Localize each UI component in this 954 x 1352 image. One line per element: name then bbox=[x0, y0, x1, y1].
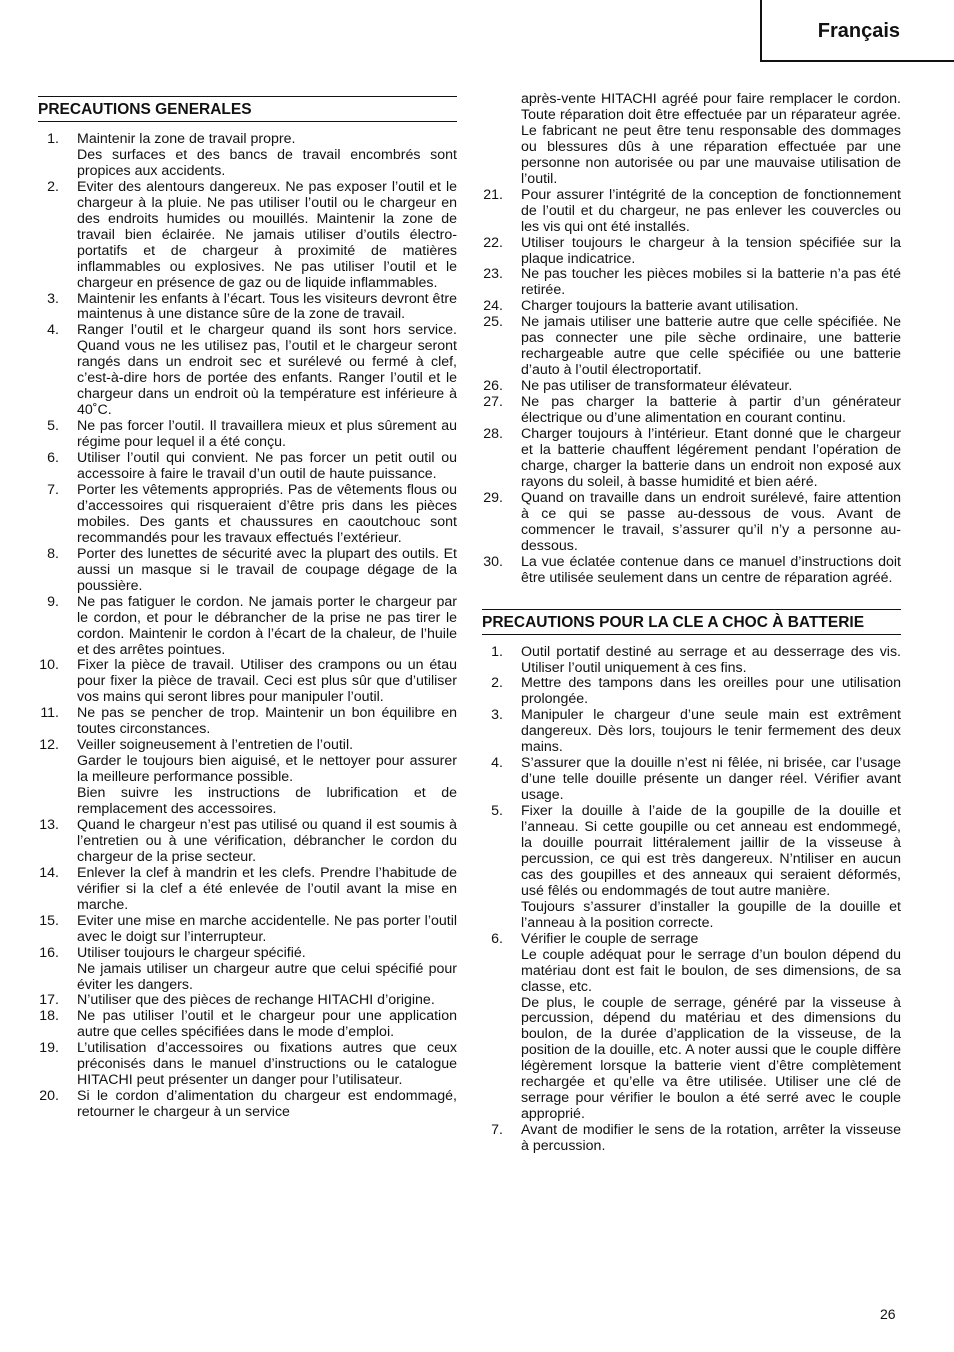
item-text: Toujours s’assurer d’installer la goupille de la douille et l’anneau à la position correcte. bbox=[521, 898, 901, 931]
list-item bbox=[482, 676, 901, 708]
item-text: Garder le toujours bien aiguisé, et le nettoyer pour assurer la meilleure performance possible. bbox=[77, 753, 457, 786]
language-label: Français bbox=[817, 20, 900, 42]
list-item bbox=[482, 315, 901, 379]
item-number: 11. bbox=[40, 705, 59, 722]
item-text: Veiller soigneusement à l’entretien de l’outil. bbox=[77, 737, 354, 754]
item-text: Ne pas charger la batterie à partir d’un générateur électrique ou d’une alimentation en courant continu. bbox=[521, 394, 901, 427]
item-text: Pour assurer l’intégrité de la conception de fonctionnement de l’outil et du chargeur, ne pas enlever les couvercles ou les vis qui ont été installés. bbox=[521, 186, 901, 235]
item-number: 28. bbox=[483, 426, 503, 443]
list-item bbox=[38, 946, 457, 994]
item-number: 4. bbox=[47, 322, 59, 339]
item-text: Des surfaces et des bancs de travail encombrés sont propices aux accidents. bbox=[77, 146, 457, 179]
item-number: 20. bbox=[39, 1088, 59, 1105]
list-item bbox=[38, 180, 457, 292]
item-number: 6. bbox=[47, 450, 59, 467]
item-text: Ne pas fatiguer le cordon. Ne jamais porter le chargeur par le cordon, et pour le débrancher de la prise ne pas tirer le cordon. Maintenir le cordon à l’écart de la chaleur, de l’huile et des arrêtes pointues. bbox=[77, 593, 457, 658]
item-text: Avant de modifier le sens de la rotation, arrêter la visseuse à percussion. bbox=[521, 1122, 901, 1155]
right-column bbox=[482, 92, 901, 1155]
item-number: 15. bbox=[39, 912, 59, 929]
list-item bbox=[482, 267, 901, 299]
item-number: 3. bbox=[47, 290, 59, 307]
left-column bbox=[38, 96, 457, 1121]
item-number: 2. bbox=[47, 178, 59, 195]
item-text: La vue éclatée contenue dans ce manuel d’instructions doit être utilisée seulement dans un centre de réparation agréé. bbox=[521, 553, 901, 586]
item-number: 13. bbox=[39, 816, 59, 833]
item-number: 17. bbox=[39, 992, 59, 1009]
item-text: Eviter des alentours dangereux. Ne pas exposer l’outil et le chargeur à la pluie. Ne pas utiliser l’outil ou le chargeur en des endroits humides ou mouillés. Maintenir la zone de travail bien éclairée. Ne jamais utiliser d’outils électro-portatifs et de chargeur à proximité de matières inflammables ou explosives. Ne pas utiliser l’outil et le chargeur en présence de gaz ou de liquide inflammables. bbox=[77, 178, 457, 291]
item-number: 5. bbox=[47, 418, 59, 435]
list-item bbox=[38, 818, 457, 866]
list-item bbox=[482, 756, 901, 804]
item-text: Eviter une mise en marche accidentelle. Ne pas porter l’outil avec le doigt sur l’interrupteur. bbox=[77, 912, 457, 945]
list-item bbox=[38, 658, 457, 706]
item-text: Ne pas utiliser de transformateur élévateur. bbox=[521, 378, 793, 395]
item-text: Quand le chargeur n’est pas utilisé ou quand il est soumis à l’entretien ou à une vérification, débrancher le cordon du chargeur de la prise secteur. bbox=[77, 816, 457, 865]
list-item bbox=[38, 595, 457, 659]
list-item bbox=[38, 1009, 457, 1041]
item-text: L’utilisation d’accessoires ou fixations autres que ceux préconisés dans le manuel d’instructions ou le catalogue HITACHI peut présenter un danger pour l’utilisateur. bbox=[77, 1040, 457, 1089]
item-text: Charger toujours à l’intérieur. Etant donné que le chargeur et la batterie chauffent légérement pendant l’opération de charge, charger la batterie dans un endroit non exposé aux rayons du soleil, à basse humidité et bien aéré. bbox=[521, 426, 901, 490]
list-item bbox=[482, 395, 901, 427]
item-number: 1. bbox=[47, 131, 59, 147]
item-text: Ne pas utiliser l’outil et le chargeur pour une application autre que celles spécifiées dans le mode d’emploi. bbox=[77, 1008, 457, 1041]
item-number: 26. bbox=[483, 378, 503, 395]
item-number: 22. bbox=[483, 234, 503, 251]
item-number: 2. bbox=[491, 675, 503, 692]
precautions-list-general-continued bbox=[482, 188, 901, 587]
item-number: 14. bbox=[39, 864, 59, 881]
list-item bbox=[38, 451, 457, 483]
item-text: Fixer la pièce de travail. Utiliser des crampons ou un étau pour fixer la pièce de travail. Ceci est plus sûr que d’utiliser vos mains qui seront libres pour manipuler l’outil. bbox=[77, 657, 457, 706]
page-number: 26 bbox=[880, 1306, 896, 1322]
list-item bbox=[38, 323, 457, 419]
list-item bbox=[482, 645, 901, 677]
precautions-list-impact-wrench bbox=[482, 645, 901, 1156]
list-item bbox=[38, 866, 457, 914]
item-number: 6. bbox=[491, 930, 503, 947]
item-number: 4. bbox=[491, 755, 503, 772]
item-number: 12. bbox=[39, 737, 59, 754]
item-number: 29. bbox=[483, 489, 503, 506]
item-number: 23. bbox=[483, 266, 503, 283]
list-item bbox=[482, 188, 901, 236]
item-text: Vérifier le couple de serrage bbox=[521, 930, 699, 947]
item-number: 24. bbox=[483, 298, 503, 315]
section-heading-impact-wrench: PRECAUTIONS POUR LA CLE A CHOC À BATTERIE bbox=[482, 609, 901, 635]
precautions-list-general bbox=[38, 132, 457, 1121]
item-text: Bien suivre les instructions de lubrification et de remplacement des accessoires. bbox=[77, 785, 457, 818]
item-text: Fixer la douille à l’aide de la goupille de la douille et l’anneau. Si cette goupille ou cet anneau est endommegé, la douille pourrait littéralement jaillir de la visseuse à percussion, ce qui est très dangereux. N’ntiliser en aucun cas des goupilles et des anneaux qui seraient déformés, usé fêlés ou endommagés de tout autre manière. bbox=[521, 803, 901, 899]
item-number: 3. bbox=[491, 707, 503, 724]
item-text: N’utiliser que des pièces de rechange HITACHI d’origine. bbox=[77, 992, 435, 1009]
item-text: Ranger l’outil et le chargeur quand ils sont hors service. Quand vous ne les utilisez pas, l’outil et le chargeur seront rangés dans un endroit sec et surélevé ou fermé à clef, c’est-à-dire hors de portée des enfants. Ranger l’outil et le chargeur dans un endroit où la température est inférieure à 40˚C. bbox=[77, 322, 457, 419]
item-text: Utiliser toujours le chargeur spécifié. bbox=[77, 944, 306, 961]
list-item bbox=[482, 708, 901, 756]
item-text: Ne pas toucher les pièces mobiles si la batterie n’a pas été retirée. bbox=[521, 266, 901, 299]
item-number: 16. bbox=[39, 944, 59, 961]
item-text: De plus, le couple de serrage, généré par la visseuse à percussion, dépend du matériau et des dimensions du boulon, de la durée d’application de la visseuse, de la position de la douille, etc. A noter aussi que le couple diffère légèrement lorsque la batterie vient d’être complètement rechargée et qu’elle va être utilisée. Utiliser une clé de serrage pour vérifier le boulon a été serré avec le couple approprié. bbox=[521, 994, 901, 1123]
list-item bbox=[38, 292, 457, 324]
list-item bbox=[38, 706, 457, 738]
item-text: Utiliser l’outil qui convient. Ne pas forcer un petit outil ou accessoire à faire le travail d’un outil de haute puissance. bbox=[77, 450, 457, 483]
list-item bbox=[38, 1089, 457, 1121]
list-item bbox=[38, 547, 457, 595]
item-number: 7. bbox=[491, 1122, 503, 1139]
item-text: Enlever la clef à mandrin et les clefs. Prendre l’habitude de vérifier si la clef a été enlevée de l’outil avant la mise en marche. bbox=[77, 864, 457, 913]
list-item bbox=[482, 491, 901, 555]
list-item bbox=[38, 993, 457, 1009]
list-item bbox=[38, 738, 457, 818]
item-number: 8. bbox=[47, 545, 59, 562]
item-text: Ne jamais utiliser une batterie autre que celle spécifiée. Ne pas connecter une pile sèche ordinaire, une batterie rechargeable autre que celle spécifiée ou une batterie d’auto à l’outil électroportatif. bbox=[521, 314, 901, 379]
item-number: 21. bbox=[483, 186, 503, 203]
item-number: 1. bbox=[491, 643, 503, 660]
item-text: Utiliser toujours le chargeur à la tension spécifiée sur la plaque indicatrice. bbox=[521, 234, 901, 267]
item-number: 18. bbox=[39, 1008, 59, 1025]
item-text: S’assurer que la douille n’est ni fêlée, ni brisée, car l’usage d’une telle douille présente un danger réel. Vérifier avant usage. bbox=[521, 755, 901, 804]
continued-text: après-vente HITACHI agréé pour faire remplacer le cordon. Toute réparation doit être effectuée par un réparateur agrée. Le fabricant ne peut être tenu responsable des dommages ou blessures dûs à une réparation effectuée par une personne non autorisée ou par une mauvaise utilisation de l’outil. bbox=[521, 91, 901, 187]
item-text: Quand on travaille dans un endroit surélevé, faire attention à ce qui se passe au-dessous de vous. Avant de commencer le travail, s’assurer qu’il n’y a personne au-dessous. bbox=[521, 489, 901, 554]
list-item bbox=[38, 132, 457, 180]
language-tab bbox=[760, 0, 954, 62]
item-text: Maintenir la zone de travail propre. bbox=[77, 131, 296, 147]
item-text: Charger toujours la batterie avant utilisation. bbox=[521, 298, 799, 315]
item-number: 7. bbox=[47, 481, 59, 498]
list-item bbox=[482, 1123, 901, 1155]
list-item bbox=[482, 804, 901, 932]
item-text: Si le cordon d’alimentation du chargeur est endommagé, retourner le chargeur à un service bbox=[77, 1088, 457, 1121]
list-item bbox=[482, 427, 901, 491]
item-text: Outil portatif destiné au serrage et au desserrage des vis. Utiliser l’outil uniquement à ces fins. bbox=[521, 643, 901, 676]
item-number: 9. bbox=[47, 593, 59, 610]
item-text: Ne pas se pencher de trop. Maintenir un bon équilibre en toutes circonstances. bbox=[77, 705, 457, 738]
list-item bbox=[482, 555, 901, 587]
item-text: Maintenir les enfants à l’écart. Tous les visiteurs devront être maintenus à une distance sûre de la zone de travail. bbox=[77, 290, 457, 323]
list-item bbox=[38, 419, 457, 451]
item-text: Ne jamais utiliser un chargeur autre que celui spécifié pour éviter les dangers. bbox=[77, 960, 457, 993]
item-text: Manipuler le chargeur d’une seule main est extrêment dangereux. Dès lors, toujours le tenir fermement des deux mains. bbox=[521, 707, 901, 756]
item-text: Ne pas forcer l’outil. Il travaillera mieux et plus sûrement au régime pour lequel il a été conçu. bbox=[77, 418, 457, 451]
item-number: 19. bbox=[39, 1040, 59, 1057]
item-text: Porter des lunettes de sécurité avec la plupart des outils. Et aussi un masque si le travail de coupage dégage de la poussière. bbox=[77, 545, 457, 594]
list-item bbox=[38, 483, 457, 547]
list-item bbox=[482, 379, 901, 395]
item-text: Mettre des tampons dans les oreilles pour une utilisation prolongée. bbox=[521, 675, 901, 708]
item-text: Porter les vêtements appropriés. Pas de vêtements flous ou d’accessoires qui risqueraient d’être pris dans les pièces mobiles. Des gants et chaussures en caoutchouc sont recommandés pour les travaux effectués l’extérieur. bbox=[77, 481, 457, 546]
item-number: 5. bbox=[491, 803, 503, 820]
item-number: 10. bbox=[39, 657, 59, 674]
list-item bbox=[482, 236, 901, 268]
list-item bbox=[38, 914, 457, 946]
section-heading-general: PRECAUTIONS GENERALES bbox=[38, 96, 457, 122]
item-number: 27. bbox=[483, 394, 503, 411]
list-item bbox=[38, 1041, 457, 1089]
item-number: 25. bbox=[483, 314, 503, 331]
list-item bbox=[482, 299, 901, 315]
item-text: Le couple adéquat pour le serrage d’un boulon dépend du matériau dont est fait le boulon, de ses dimensions, de sa classe, etc. bbox=[521, 946, 901, 995]
list-item bbox=[482, 932, 901, 1123]
item-number: 30. bbox=[483, 553, 503, 570]
